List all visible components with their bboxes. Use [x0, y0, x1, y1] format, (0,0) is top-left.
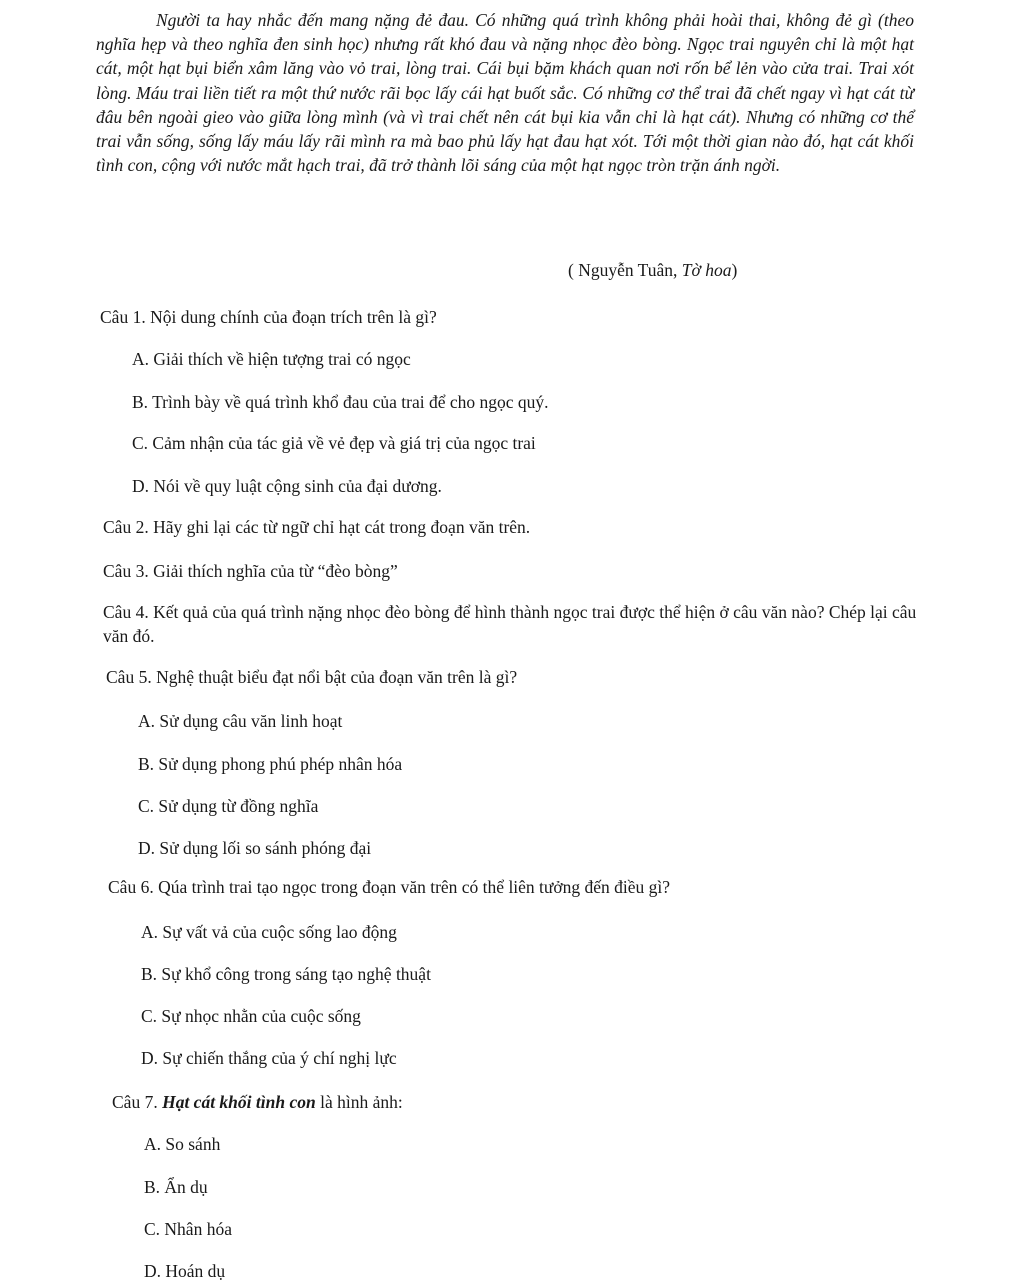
question-6-option-c: C. Sự nhọc nhằn của cuộc sống: [141, 1006, 361, 1026]
question-1-option-d: D. Nói về quy luật cộng sinh của đại dương.: [132, 476, 442, 496]
question-7-suffix: là hình ảnh:: [315, 1092, 403, 1112]
question-5-option-c: C. Sử dụng từ đồng nghĩa: [138, 796, 319, 816]
source-open: ( Nguyễn Tuân,: [568, 260, 682, 280]
source-close: ): [731, 260, 738, 280]
question-4-text: Câu 4. Kết quả của quá trình nặng nhọc đèo bòng để hình thành ngọc trai được thể hiện ở câu văn nào? Chép lại câu văn đó.: [103, 602, 917, 646]
question-7-emphasis: Hạt cát khối tình con: [162, 1092, 316, 1112]
question-7-option-a: A. So sánh: [144, 1134, 221, 1154]
question-6-text: Câu 6. Qúa trình trai tạo ngọc trong đoạn văn trên có thể liên tưởng đến điều gì?: [108, 877, 671, 897]
question-5-option-b: B. Sử dụng phong phú phép nhân hóa: [138, 754, 403, 774]
question-6-option-a: A. Sự vất vả của cuộc sống lao động: [141, 922, 397, 942]
question-7-prefix: Câu 7.: [112, 1092, 163, 1112]
question-5-option-a: A. Sử dụng câu văn linh hoạt: [138, 711, 343, 731]
source-work-title: Tờ hoa: [681, 260, 732, 280]
question-7-text: [112, 1092, 403, 1113]
question-3-text: Câu 3. Giải thích nghĩa của từ “đèo bòng”: [103, 561, 398, 581]
question-7-option-c: C. Nhân hóa: [144, 1219, 232, 1239]
passage-paragraph: Người ta hay nhắc đến mang nặng đẻ đau. Có những quá trình không phải hoài thai, không đẻ gì (theo nghĩa hẹp và theo nghĩa đen sinh học) nhưng rất khó đau và nặng nhọc đèo bòng. Ngọc trai nguyên chỉ là một hạt cát, một hạt bụi biển xâm lăng vào vỏ trai, lòng trai. Cái bụi bặm khách quan nơi rốn bể lẻn vào cửa trai. Trai xót lòng. Máu trai liền tiết ra một thứ nước rãi bọc lấy cái hạt buốt sắc. Có những cơ thể trai đã chết ngay vì hạt cát từ đâu bên ngoài gieo vào giữa lòng mình (và vì trai chết nên cát bụi kia vẫn chỉ là hạt cát). Nhưng có những cơ thể trai vẫn sống, sống lấy máu lấy rãi mình ra mà bao phủ lấy hạt đau hạt xót. Tới một thời gian nào đó, hạt cát khối tình con, cộng với nước mắt hạch trai, đã trở thành lõi sáng của một hạt ngọc tròn trặn ánh ngời.: [96, 10, 914, 176]
question-1-text: Câu 1. Nội dung chính của đoạn trích trên là gì?: [100, 307, 437, 327]
question-5-option-d: D. Sử dụng lối so sánh phóng đại: [138, 838, 372, 858]
question-7-option-b: B. Ẩn dụ: [144, 1177, 208, 1197]
question-2-text: Câu 2. Hãy ghi lại các từ ngữ chỉ hạt cát trong đoạn văn trên.: [103, 517, 531, 537]
question-6-option-b: B. Sự khổ công trong sáng tạo nghệ thuật: [141, 964, 431, 984]
question-1-option-b: B. Trình bày về quá trình khổ đau của trai để cho ngọc quý.: [132, 392, 549, 412]
question-7-option-d: D. Hoán dụ: [144, 1261, 226, 1281]
question-5-text: Câu 5. Nghệ thuật biểu đạt nổi bật của đoạn văn trên là gì?: [106, 667, 518, 687]
question-1-option-a: A. Giải thích về hiện tượng trai có ngọc: [132, 349, 411, 369]
source-citation: [568, 260, 737, 281]
question-6-option-d: D. Sự chiến thắng của ý chí nghị lực: [141, 1048, 397, 1068]
question-1-option-c: C. Cảm nhận của tác giả về vẻ đẹp và giá trị của ngọc trai: [132, 433, 536, 453]
